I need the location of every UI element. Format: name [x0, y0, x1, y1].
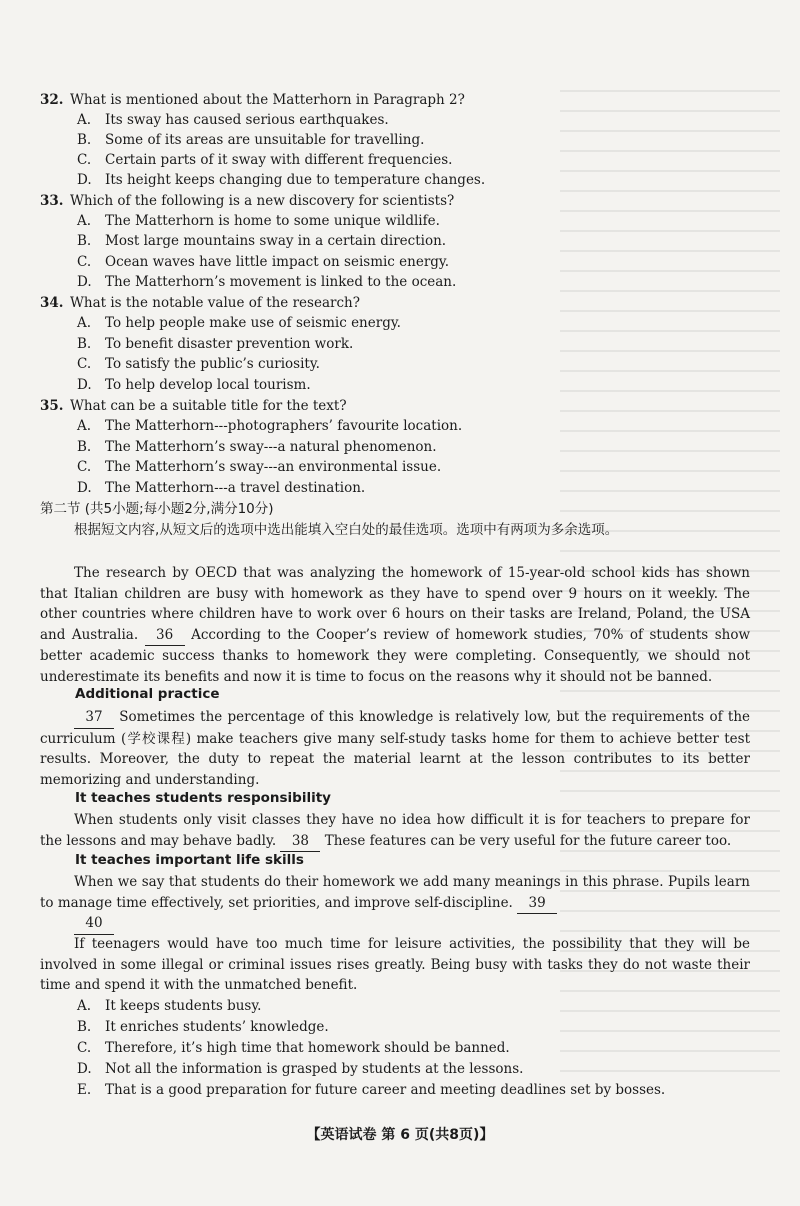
passage-paragraph-4 [40, 872, 750, 914]
heading-responsibility: It teaches students responsibility [75, 790, 331, 806]
option-text: The Matterhorn’s sway---a natural phenomenon. [105, 439, 437, 455]
option-text: The Matterhorn---photographers’ favourite location. [105, 418, 463, 434]
option-letter: B. [77, 233, 92, 249]
paragraph-text: When students only visit classes they have no idea how difficult it is for teachers to prepare for the lessons and may behave badly. [40, 812, 750, 849]
page-footer: 【英语试卷 第 6 页(共8页)】 [306, 1127, 494, 1143]
choice-option [77, 1017, 329, 1037]
option-letter: C. [77, 356, 92, 372]
option [77, 150, 452, 170]
option-letter: A. [77, 112, 92, 128]
blank-37: 37 [74, 707, 114, 729]
option-letter: A. [77, 213, 92, 229]
question-stem: What is mentioned about the Matterhorn in Paragraph 2? [70, 92, 465, 108]
paragraph-text: If teenagers would have too much time for leisure activities, the possibility that they will be involved in some illegal or criminal issues rises greatly. Being busy with tasks they do not waste their time and spend it with the unmatched benefit. [40, 936, 750, 994]
option-letter: D. [77, 377, 92, 393]
question-34 [40, 293, 360, 313]
option-letter: C. [77, 152, 92, 168]
paragraph-text: When we say that students do their homework we add many meanings in this phrase. Pupils learn to manage time effectively, set priorities, and improve self-discipline. [40, 874, 750, 911]
passage-paragraph-2 [40, 707, 750, 790]
option [77, 130, 424, 150]
choice-option [77, 996, 261, 1016]
option-text: Some of its areas are unsuitable for travelling. [105, 132, 425, 148]
question-number: 33. [40, 193, 64, 209]
question-number: 35. [40, 398, 64, 414]
option-letter: D. [77, 480, 92, 496]
question-35 [40, 396, 347, 416]
option [77, 252, 449, 272]
option [77, 170, 485, 190]
heading-life-skills: It teaches important life skills [75, 852, 304, 868]
section-title: 第二节 (共5小题;每小题2分,满分10分) [40, 501, 274, 517]
option-text: To help develop local tourism. [105, 377, 311, 393]
option [77, 272, 456, 292]
option [77, 478, 365, 498]
option-text: Ocean waves have little impact on seismic energy. [105, 254, 450, 270]
choice-letter: C. [77, 1040, 92, 1056]
passage-paragraph-6 [40, 934, 750, 996]
option-text: The Matterhorn’s sway---an environmental issue. [105, 459, 442, 475]
heading-additional-practice: Additional practice [75, 686, 220, 702]
option-text: The Matterhorn---a travel destination. [105, 480, 366, 496]
choice-text: Not all the information is grasped by students at the lessons. [105, 1061, 524, 1077]
option [77, 211, 440, 231]
blank-38: 38 [280, 831, 320, 853]
choice-letter: A. [77, 998, 92, 1014]
question-number: 32. [40, 92, 64, 108]
option [77, 313, 401, 333]
choice-letter: B. [77, 1019, 92, 1035]
option-letter: A. [77, 315, 92, 331]
option-text: Most large mountains sway in a certain direction. [105, 233, 447, 249]
option [77, 231, 446, 251]
option-letter: A. [77, 418, 92, 434]
paragraph-text: These features can be very useful for the future career too. [320, 832, 732, 849]
choice-letter: E. [77, 1082, 92, 1098]
question-stem: What is the notable value of the research? [70, 295, 360, 311]
option-text: To help people make use of seismic energy. [105, 315, 401, 331]
choice-option [77, 1080, 665, 1100]
choice-text: That is a good preparation for future career and meeting deadlines set by bosses. [105, 1082, 666, 1098]
option-letter: D. [77, 172, 92, 188]
option [77, 457, 441, 477]
option-text: To benefit disaster prevention work. [105, 336, 354, 352]
question-stem: What can be a suitable title for the text? [70, 398, 347, 414]
option-letter: B. [77, 439, 92, 455]
option-text: Its height keeps changing due to temperature changes. [105, 172, 486, 188]
choice-text: Therefore, it’s high time that homework should be banned. [105, 1040, 510, 1056]
option [77, 416, 462, 436]
question-stem: Which of the following is a new discovery for scientists? [70, 193, 455, 209]
passage-paragraph-5 [40, 913, 750, 935]
option-text: Its sway has caused serious earthquakes. [105, 112, 389, 128]
paragraph-text: Sometimes the percentage of this knowledge is relatively low, but the requirements of the curriculum (学校课程) make teachers give many self-study tasks home for them to achieve better test results. Moreover, the duty to repeat the material learnt at the lesson contributes to its better memorizing and understanding. [40, 709, 750, 788]
choice-text: It keeps students busy. [105, 998, 262, 1014]
question-32 [40, 90, 465, 110]
choice-option [77, 1038, 510, 1058]
question-number: 34. [40, 295, 64, 311]
option [77, 354, 320, 374]
passage-paragraph-1 [40, 563, 750, 688]
choice-option [77, 1059, 523, 1079]
question-33 [40, 191, 454, 211]
blank-39: 39 [517, 893, 557, 915]
choice-text: It enriches students’ knowledge. [105, 1019, 329, 1035]
option-letter: B. [77, 132, 92, 148]
paragraph-text: The research by OECD that was analyzing the homework of 15-year-old school kids has shown that Italian children are busy with homework as they have to spend over 9 hours on it weekly. The other countries where children have to work over 6 hours on their tasks are Ireland, Poland, the USA and Australia. [40, 565, 750, 643]
option [77, 437, 437, 457]
option-text: To satisfy the public’s curiosity. [105, 356, 320, 372]
option-text: Certain parts of it sway with different frequencies. [105, 152, 453, 168]
paragraph-text: According to the Cooper’s review of homework studies, 70% of students show better academic success thanks to homework they were completing. Consequently, we should not underestimate its benefits and now it is time to focus on the reasons why it should not be banned. [40, 626, 751, 685]
blank-40: 40 [74, 913, 114, 935]
option [77, 375, 311, 395]
passage-paragraph-3 [40, 810, 750, 852]
option [77, 110, 389, 130]
option-text: The Matterhorn is home to some unique wildlife. [105, 213, 440, 229]
blank-36: 36 [145, 625, 185, 647]
section-instruction: 根据短文内容,从短文后的选项中选出能填入空白处的最佳选项。选项中有两项为多余选项。 [74, 522, 619, 538]
option-text: The Matterhorn’s movement is linked to the ocean. [105, 274, 457, 290]
option-letter: C. [77, 254, 92, 270]
option-letter: D. [77, 274, 92, 290]
choice-letter: D. [77, 1061, 92, 1077]
option-letter: C. [77, 459, 92, 475]
option [77, 334, 353, 354]
option-letter: B. [77, 336, 92, 352]
